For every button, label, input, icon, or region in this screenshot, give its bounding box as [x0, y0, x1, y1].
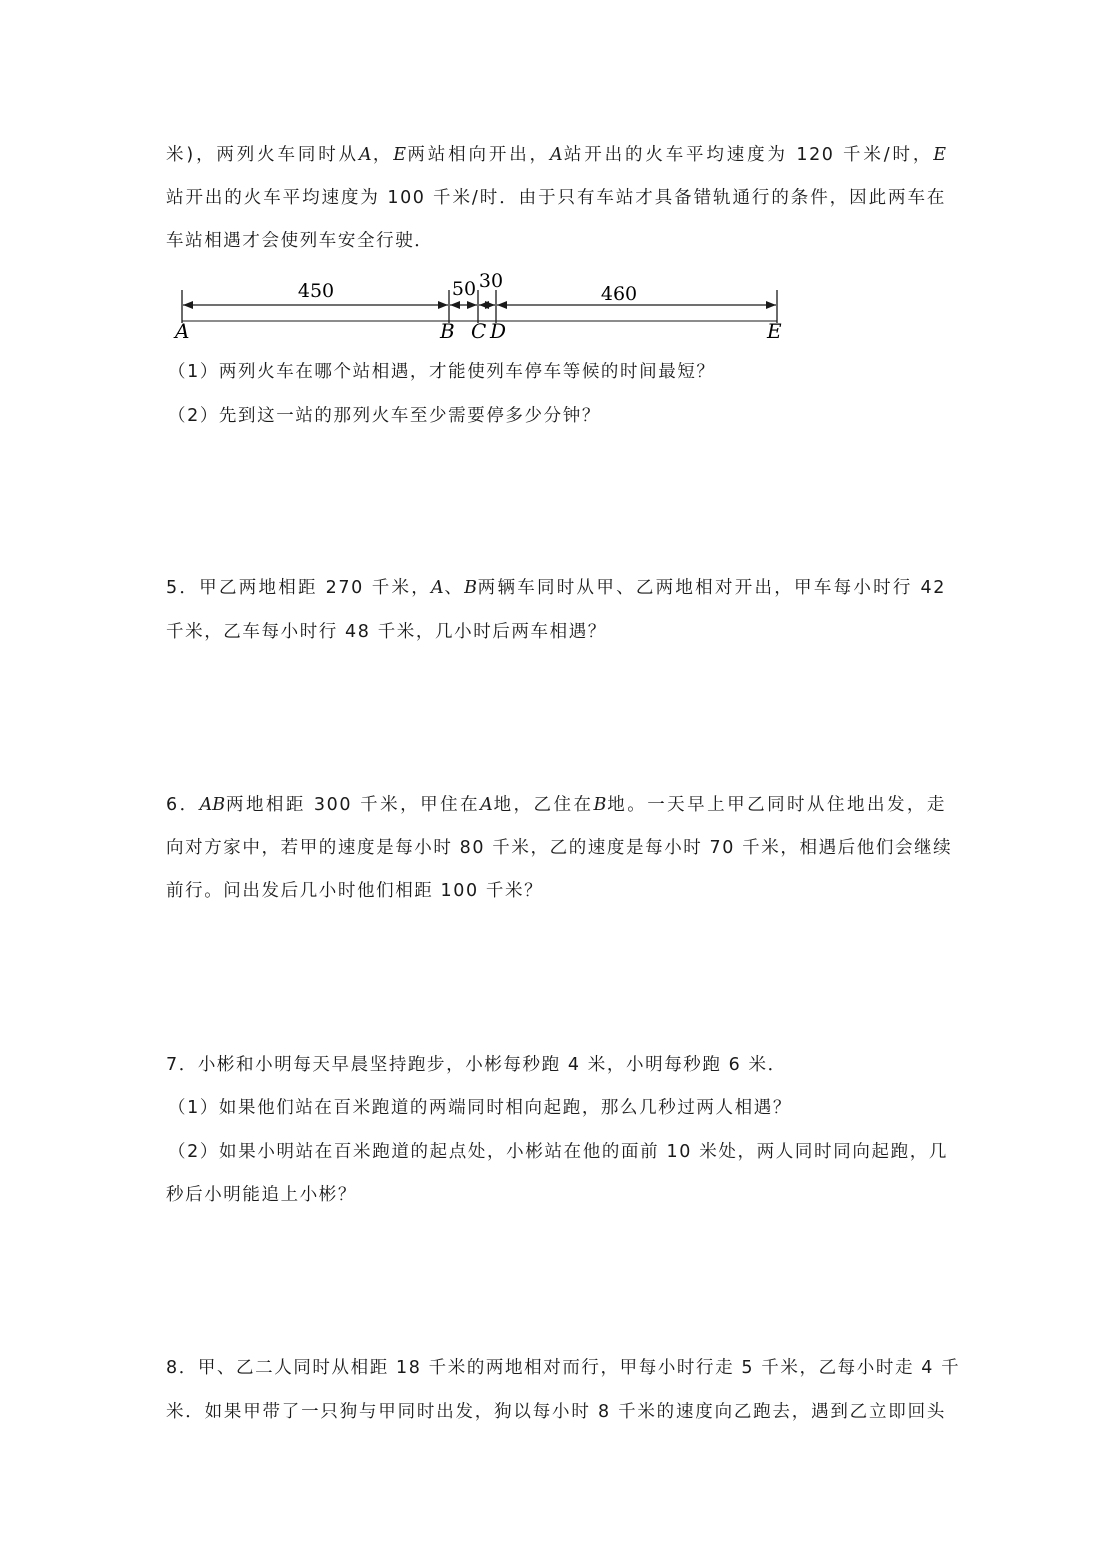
q6-line-1: [166, 793, 946, 817]
var-ab: AB: [199, 795, 226, 815]
q5-text: 两辆车同时从甲、乙两地相对开出，甲车每小时行 42: [477, 578, 946, 598]
q8-line-1: 8．甲、乙二人同时从相距 18 千米的两地相对而行，甲每小时行走 5 千米，乙每小时走 4 千: [166, 1358, 961, 1378]
distance-label: 30: [478, 270, 504, 292]
var-b: B: [464, 578, 477, 598]
q6-text: 地。一天早上甲乙同时从住地出发，走: [606, 795, 947, 815]
q6-text: 地，乙住在: [492, 795, 594, 815]
var-a: A: [549, 145, 563, 165]
distance-diagram: [160, 268, 800, 348]
station-label-e: E: [767, 319, 782, 343]
q6-line-3: 前行。问出发后几小时他们相距 100 千米？: [166, 881, 544, 901]
q4-text: 两站相向开出，: [406, 145, 550, 165]
q5-line-2: 千米，乙车每小时行 48 千米，几小时后两车相遇？: [166, 622, 607, 642]
distance-label: 460: [600, 283, 638, 305]
q4-text: 站开出的火车平均速度为 120 千米/时，: [562, 145, 934, 165]
distance-label: 50: [451, 278, 477, 300]
q6-line-2: 向对方家中，若甲的速度是每小时 80 千米，乙的速度是每小时 70 千米，相遇后他们会继续: [166, 838, 953, 858]
q7-sub-2-cont: 秒后小明能追上小彬？: [166, 1185, 357, 1205]
q4-text: ，: [371, 145, 394, 165]
station-label-b: B: [440, 319, 455, 343]
q5-text: 5．甲乙两地相距 270 千米，: [166, 578, 432, 598]
var-a: A: [480, 795, 493, 815]
station-label-a: A: [175, 319, 190, 343]
station-label-d: D: [490, 319, 507, 343]
q4-sub-1: （1）两列火车在哪个站相遇，才能使列车停车等候的时间最短？: [168, 362, 716, 382]
station-label-c: C: [471, 319, 487, 343]
q6-text: 6．: [166, 795, 200, 815]
distance-label: 450: [297, 280, 335, 302]
q4-sub-2: （2）先到这一站的那列火车至少需要停多少分钟？: [168, 406, 601, 426]
q7-sub-1: （1）如果他们站在百米跑道的两端同时相向起跑，那么几秒过两人相遇？: [168, 1098, 792, 1118]
q7-sub-2: （2）如果小明站在百米跑道的起点处，小彬站在他的面前 10 米处，两人同时同向起跑，几: [168, 1142, 948, 1162]
var-e: E: [393, 145, 407, 165]
q4-line-3: 车站相遇才会使列车安全行驶．: [166, 231, 434, 251]
q4-line-1: [166, 143, 946, 167]
q5-text: 、: [443, 578, 465, 598]
q8-line-2: 米．如果甲带了一只狗与甲同时出发，狗以每小时 8 千米的速度向乙跑去，遇到乙立即回头: [166, 1402, 946, 1422]
var-b: B: [593, 795, 607, 815]
q6-text: 两地相距 300 千米，甲住在: [225, 795, 481, 815]
q4-line-2: 站开出的火车平均速度为 100 千米/时．由于只有车站才具备错轨通行的条件，因此两车在: [166, 188, 946, 208]
var-e: E: [933, 145, 946, 165]
q4-text: 米)，两列火车同时从: [166, 145, 360, 165]
q5-line-1: [166, 576, 946, 600]
var-a: A: [431, 578, 444, 598]
q7-line-1: 7．小彬和小明每天早晨坚持跑步，小彬每秒跑 4 米，小明每秒跑 6 米．: [166, 1055, 787, 1075]
var-a: A: [359, 145, 372, 165]
